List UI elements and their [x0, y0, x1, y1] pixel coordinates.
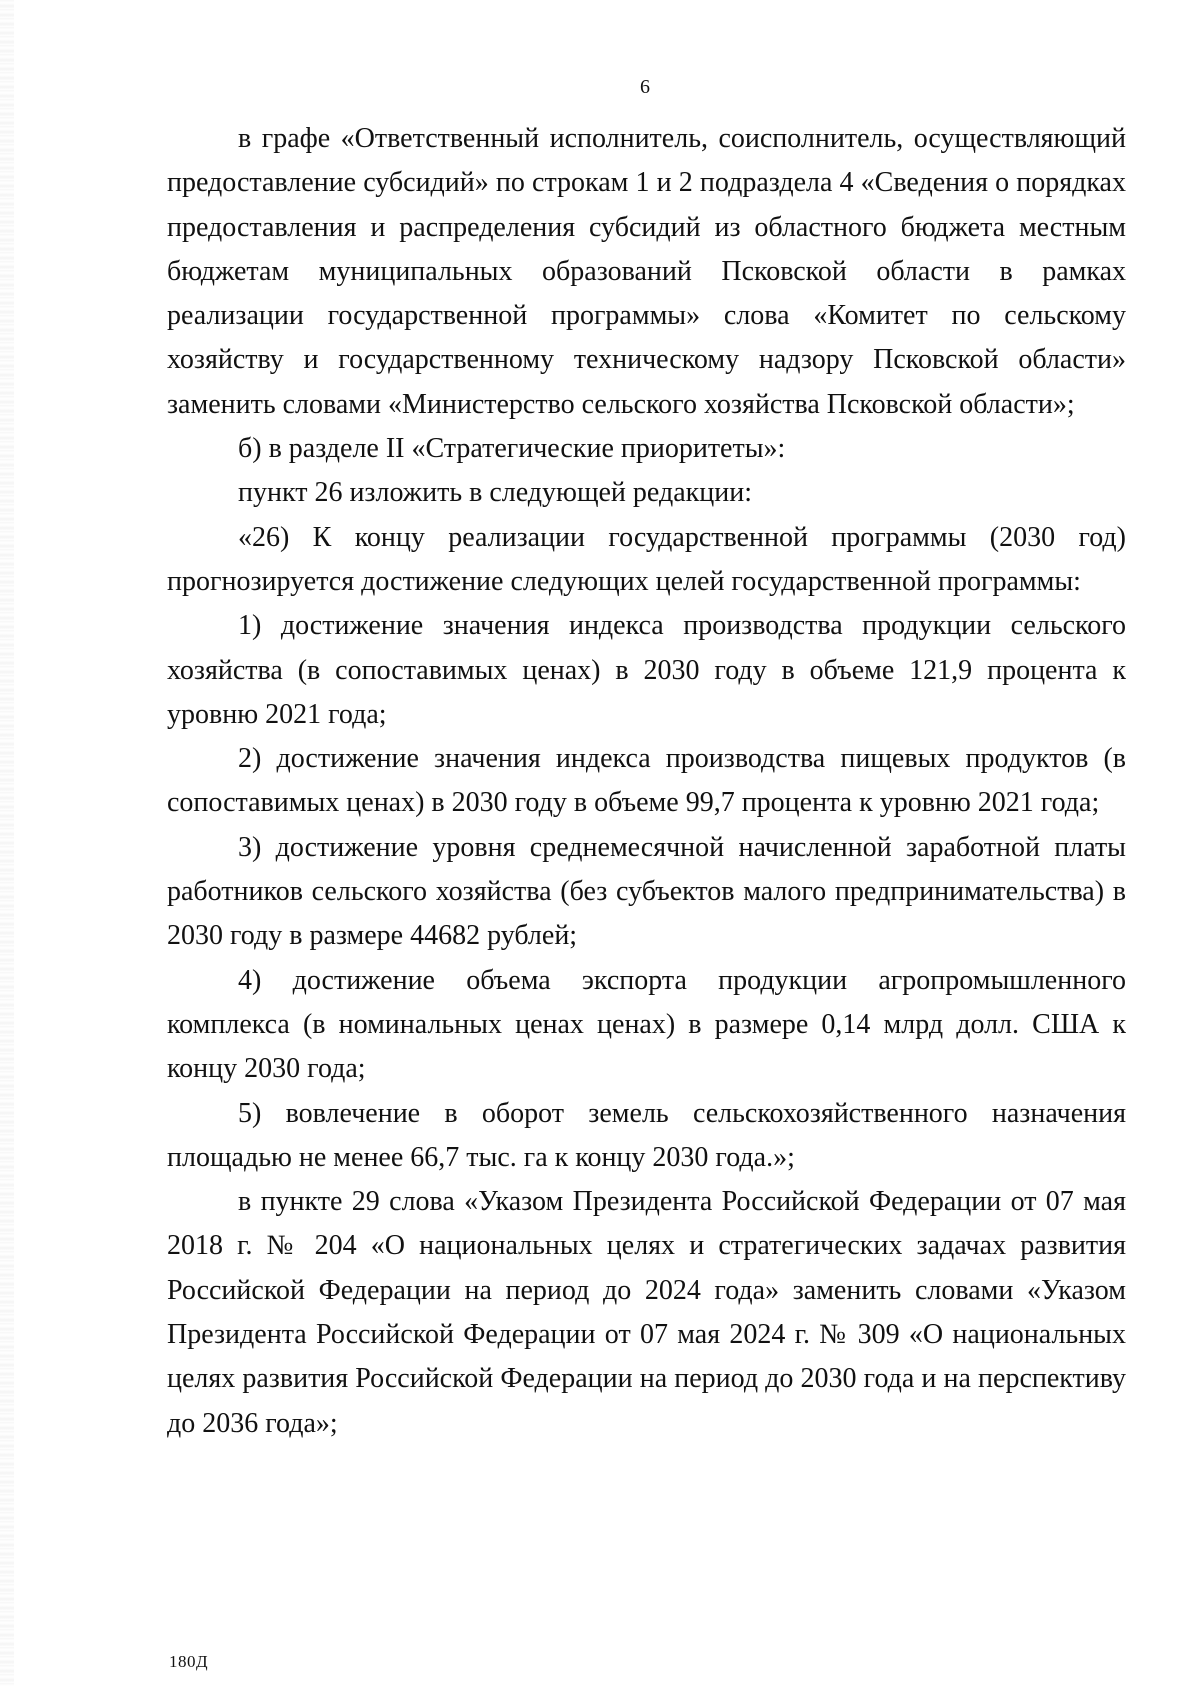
- paragraph-item-26: «26) К концу реализации государственной программы (2030 год) прогнозируется достижение следующих целей государственной программы:: [167, 521, 1126, 597]
- paragraph-goal-2: 2) достижение значения индекса производства пищевых продуктов (в сопоставимых ценах) в 2030 году в объеме 99,7 процента к уровню 2021 года;: [167, 743, 1126, 819]
- footer-document-code: 180Д: [169, 1652, 209, 1671]
- page-number: 6: [640, 76, 650, 98]
- document-body: [167, 117, 1126, 1446]
- paragraph-goal-1: 1) достижение значения индекса производства продукции сельского хозяйства (в сопоставимых ценах) в 2030 году в объеме 121,9 процента к уровню 2021 года;: [167, 610, 1126, 730]
- paragraph-goal-3: 3) достижение уровня среднемесячной начисленной заработной платы работников сельского хозяйства (без субъектов малого предпринимательства) в 2030 году в размере 44682 рублей;: [167, 831, 1126, 952]
- scan-edge: [0, 0, 14, 1686]
- paragraph-section-ii: б) в разделе II «Стратегические приоритеты»:: [238, 433, 786, 465]
- paragraph-goal-5: 5) вовлечение в оборот земель сельскохозяйственного назначения площадью не менее 66,7 тыс. га к концу 2030 года.»;: [167, 1097, 1126, 1173]
- paragraph-goal-4: 4) достижение объема экспорта продукции агропромышленного комплекса (в номинальных ценах ценах) в размере 0,14 млрд долл. США к концу 2030 года;: [167, 964, 1126, 1085]
- paragraph-item-29: в пункте 29 слова «Указом Президента Российской Федерации от 07 мая 2018 г. № 204 «О национальных целях и стратегических задачах развития Российской Федерации на период до 2024 года» заменить словами «Указом Президента Российской Федерации от 07 мая 2024 г. № 309 «О национальных целях развития Российской Федерации на период до 2030 года и на перспективу до 2036 года»;: [167, 1186, 1126, 1439]
- paragraph-item-26-intro: пункт 26 изложить в следующей редакции:: [238, 477, 752, 509]
- paragraph-responsible-executor: в графе «Ответственный исполнитель, соисполнитель, осуществляющий предоставление субсидий» по строкам 1 и 2 подраздела 4 «Сведения о порядках предоставления и распределения субсидий из областного бюджета местным бюджетам муниципальных образований Псковской области в рамках реализации государственной программы» слова «Комитет по сельскому хозяйству и государственному техническому надзору Псковской области» заменить словами «Министерство сельского хозяйства Псковской области»;: [167, 123, 1126, 420]
